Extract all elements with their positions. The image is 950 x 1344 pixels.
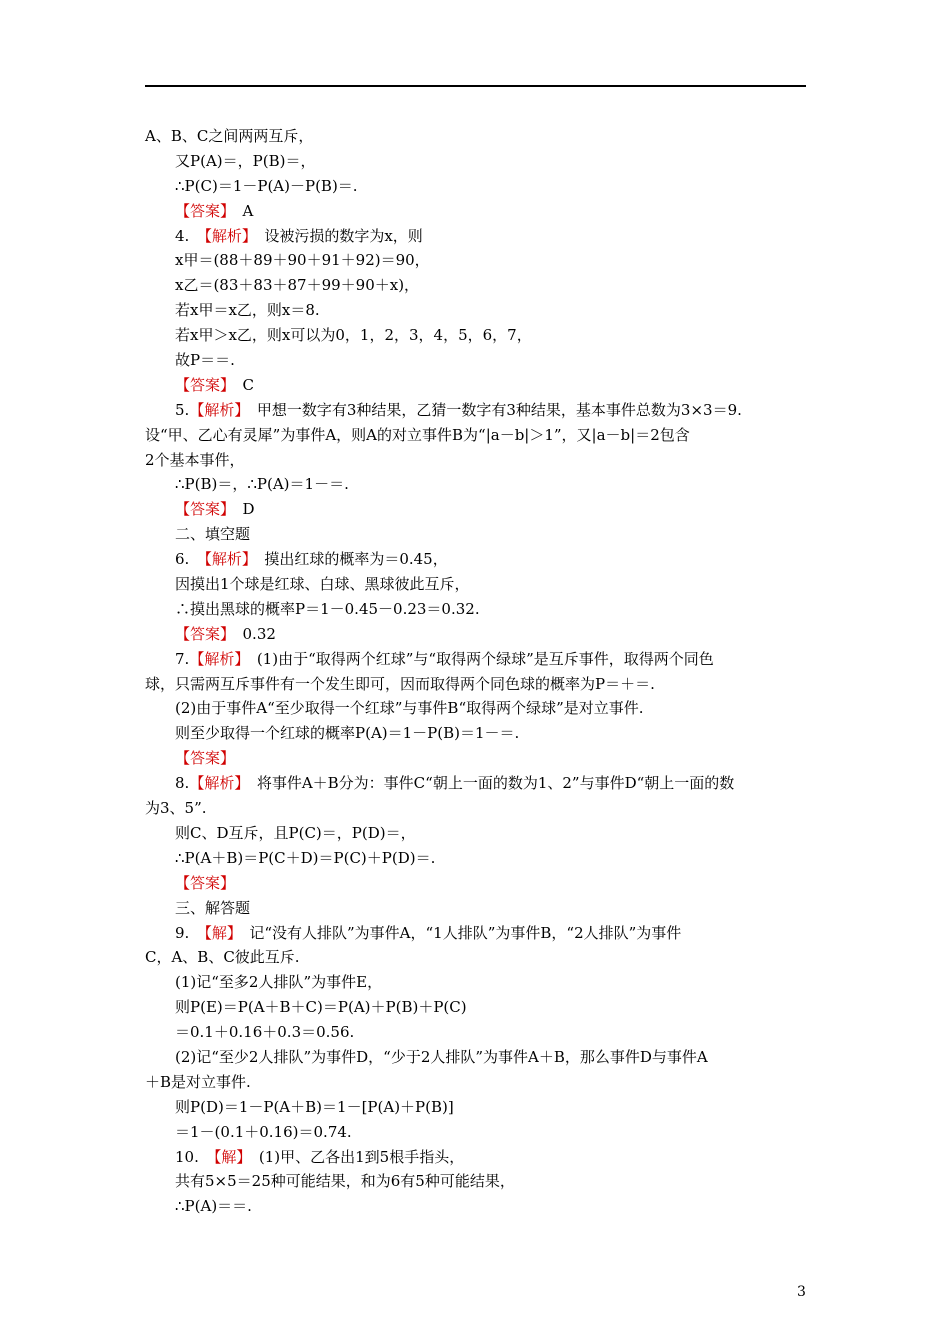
line-text: 共有5×5＝25种可能结果，和为6有5种可能结果， xyxy=(175,1172,515,1191)
text-line xyxy=(145,821,806,846)
text-line xyxy=(145,572,806,597)
document-body xyxy=(145,124,806,1219)
answer-label: 【解】 xyxy=(204,923,235,942)
line-text: 设“甲、乙心有灵犀”为事件A，则A的对立事件B为“|a－b|＞1”，又|a－b|＝2包含 xyxy=(145,425,690,444)
text-line xyxy=(145,224,806,249)
answer-label: 【答案】 xyxy=(175,500,228,519)
answer-label: 【解】 xyxy=(213,1147,244,1166)
line-text: x乙＝(83＋83＋87＋99＋90＋x)， xyxy=(175,276,420,295)
text-line xyxy=(145,124,806,149)
line-text: A、B、C之间两两互斥， xyxy=(145,127,314,145)
text-line xyxy=(145,921,806,946)
text-line xyxy=(145,248,806,273)
text-line xyxy=(145,696,806,721)
text-line xyxy=(145,796,806,821)
answer-label: 【解析】 xyxy=(189,774,242,793)
line-text: (2)由于事件A“至少取得一个红球”与事件B“取得两个绿球”是对立事件. xyxy=(175,699,644,718)
text-line xyxy=(145,423,806,448)
line-text: D xyxy=(227,500,255,519)
header-rule xyxy=(145,85,806,87)
text-line xyxy=(145,398,806,423)
line-text: 若x甲＝x乙，则x＝8. xyxy=(175,301,320,320)
answer-label: 【答案】 xyxy=(175,624,228,643)
line-text: 6. xyxy=(175,550,205,569)
line-text: 甲想一数字有3种结果，乙猜一数字有3种结果，基本事件总数为3×3＝9. xyxy=(241,400,742,419)
line-text: 球，只需两互斥事件有一个发生即可，因而取得两个同色球的概率为P＝＋＝. xyxy=(145,674,655,693)
line-text: ∴P(A＋B)＝P(C＋D)＝P(C)＋P(D)＝. xyxy=(175,848,436,867)
answer-label: 【答案】 xyxy=(175,749,236,768)
text-line xyxy=(145,945,806,970)
line-text: 9. xyxy=(175,923,205,942)
line-text: ∴P(B)＝，∴P(A)＝1－＝. xyxy=(175,475,349,494)
page-number: 3 xyxy=(797,1284,806,1300)
text-line xyxy=(145,1194,806,1219)
text-line xyxy=(145,896,806,921)
answer-label: 【答案】 xyxy=(175,873,236,892)
text-line xyxy=(145,199,806,224)
text-line xyxy=(145,448,806,473)
answer-label: 【解析】 xyxy=(189,649,242,668)
text-line xyxy=(145,995,806,1020)
text-line xyxy=(145,323,806,348)
line-text: x甲＝(88＋89＋90＋91＋92)＝90， xyxy=(175,251,430,270)
line-text: 又P(A)＝，P(B)＝， xyxy=(175,151,316,170)
text-line xyxy=(145,273,806,298)
text-line xyxy=(145,1145,806,1170)
text-line xyxy=(145,373,806,398)
line-text: ＝0.1＋0.16＋0.3＝0.56. xyxy=(175,1023,355,1042)
line-text: 2个基本事件， xyxy=(145,450,245,469)
text-line xyxy=(145,522,806,547)
text-line xyxy=(145,746,806,771)
text-line xyxy=(145,497,806,522)
line-text: 0.32 xyxy=(227,624,276,643)
text-line xyxy=(145,298,806,323)
line-text: 故P＝＝. xyxy=(175,351,235,370)
line-text: ∴P(A)＝＝. xyxy=(175,1197,252,1216)
text-line xyxy=(145,721,806,746)
line-text: ＝1－(0.1＋0.16)＝0.74. xyxy=(175,1122,352,1141)
text-line xyxy=(145,1169,806,1194)
text-line xyxy=(145,871,806,896)
line-text: A xyxy=(227,201,254,220)
text-line xyxy=(145,1095,806,1120)
text-line xyxy=(145,149,806,174)
line-text: 记“没有人排队”为事件A，“1人排队”为事件B，“2人排队”为事件 xyxy=(234,923,682,942)
text-line xyxy=(145,647,806,672)
text-line xyxy=(145,1070,806,1095)
text-line xyxy=(145,174,806,199)
answer-label: 【解析】 xyxy=(189,400,242,419)
answer-label: 【答案】 xyxy=(175,201,228,220)
text-line xyxy=(145,547,806,572)
line-text: 三、解答题 xyxy=(175,898,251,917)
line-text: C xyxy=(227,375,254,394)
text-line xyxy=(145,771,806,796)
line-text: 因摸出1个球是红球、白球、黑球彼此互斥， xyxy=(175,575,470,594)
line-text: 7. xyxy=(175,649,190,668)
line-text: 为3、5”. xyxy=(145,799,207,818)
line-text: 摸出红球的概率为＝0.45， xyxy=(249,550,448,569)
line-text: 则C、D互斥，且P(C)＝，P(D)＝， xyxy=(175,823,416,842)
line-text: 则P(E)＝P(A＋B＋C)＝P(A)＋P(B)＋P(C) xyxy=(175,998,467,1017)
text-line xyxy=(145,672,806,697)
line-text: (1)甲、乙各出1到5根手指头， xyxy=(243,1147,465,1166)
line-text: 将事件A＋B分为：事件C“朝上一面的数为1、2”与事件D“朝上一面的数 xyxy=(241,774,735,793)
line-text: ＋B是对立事件. xyxy=(145,1072,251,1091)
line-text: 则至少取得一个红球的概率P(A)＝1－P(B)＝1－＝. xyxy=(175,724,520,743)
answer-label: 【解析】 xyxy=(204,226,250,245)
text-line xyxy=(145,348,806,373)
line-text: 10. xyxy=(175,1147,214,1166)
answer-label: 【解析】 xyxy=(204,550,250,569)
line-text: (1)记“至多2人排队”为事件E， xyxy=(175,973,383,992)
text-line xyxy=(145,472,806,497)
line-text: 设被污损的数字为x，则 xyxy=(249,226,423,245)
line-text: (1)由于“取得两个红球”与“取得两个绿球”是互斥事件，取得两个同色 xyxy=(241,649,714,668)
line-text: 二、填空题 xyxy=(175,525,251,544)
text-line xyxy=(145,1020,806,1045)
answer-label: 【答案】 xyxy=(175,375,228,394)
line-text: 4. xyxy=(175,226,205,245)
text-line xyxy=(145,970,806,995)
line-text: C，A、B、C彼此互斥. xyxy=(145,948,300,967)
line-text: (2)记“至少2人排队”为事件D，“少于2人排队”为事件A＋B，那么事件D与事件A xyxy=(175,1047,708,1066)
line-text: 5. xyxy=(175,400,190,419)
line-text: ∴摸出黑球的概率P＝1－0.45－0.23＝0.32. xyxy=(175,599,480,618)
line-text: 则P(D)＝1－P(A＋B)＝1－[P(A)＋P(B)] xyxy=(175,1097,454,1116)
text-line xyxy=(145,846,806,871)
text-line xyxy=(145,597,806,622)
text-line xyxy=(145,1120,806,1145)
line-text: 若x甲＞x乙，则x可以为0，1，2，3，4，5，6，7， xyxy=(175,326,532,345)
text-line xyxy=(145,1045,806,1070)
text-line xyxy=(145,622,806,647)
line-text: ∴P(C)＝1－P(A)－P(B)＝. xyxy=(175,176,358,195)
line-text: 8. xyxy=(175,774,190,793)
